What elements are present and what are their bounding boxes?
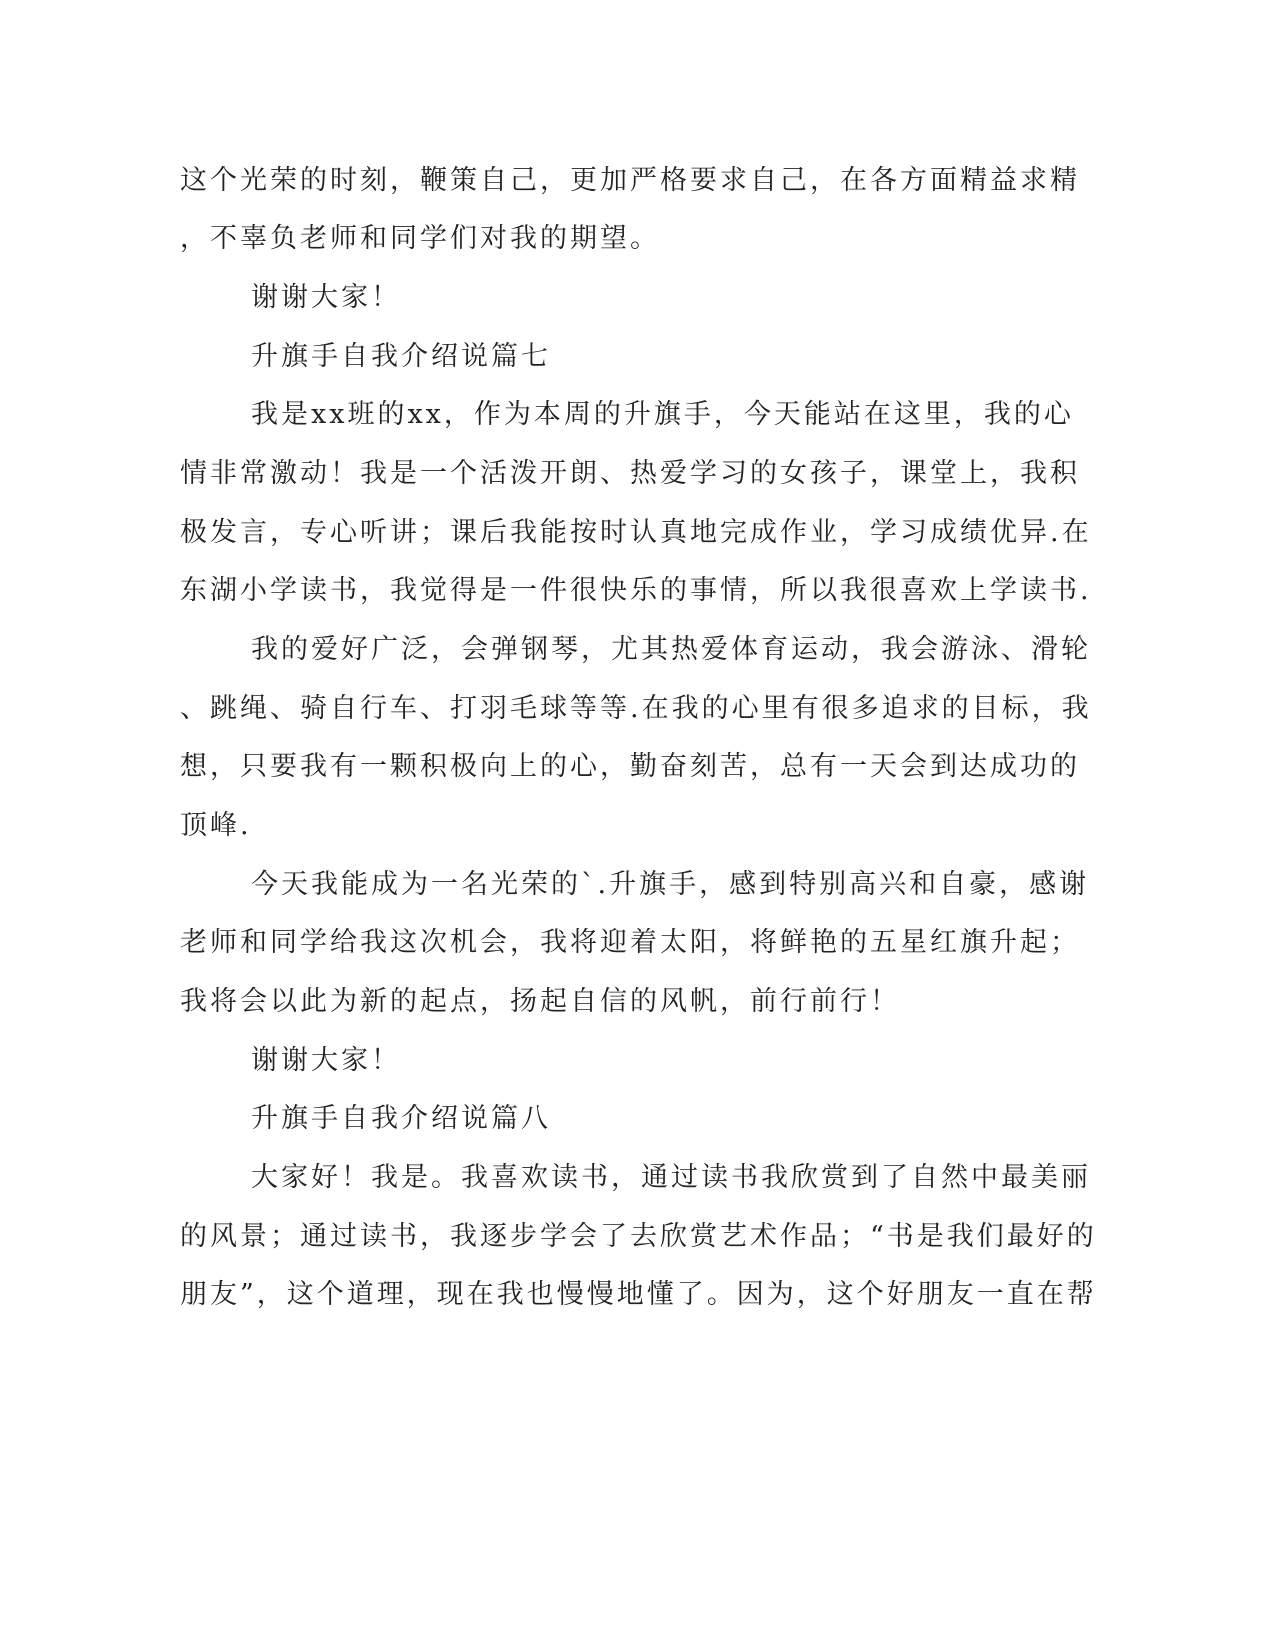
text-line: 大家好！我是。我喜欢读书，通过读书我欣赏到了自然中最美丽 bbox=[251, 1162, 1091, 1193]
text-line: 的风景；通过读书，我逐步学会了去欣赏艺术作品；“书是我们最好的 bbox=[180, 1221, 1097, 1252]
text-line: 想，只要我有一颗积极向上的心，勤奋刻苦，总有一天会到达成功的 bbox=[180, 751, 1080, 782]
text-line: 东湖小学读书，我觉得是一件很快乐的事情，所以我很喜欢上学读书. bbox=[180, 575, 1092, 606]
text-line: 我的爱好广泛，会弹钢琴，尤其热爱体育运动，我会游泳、滑轮 bbox=[251, 634, 1091, 665]
text-line: 谢谢大家！ bbox=[251, 1045, 401, 1076]
section-heading: 升旗手自我介绍说篇七 bbox=[251, 341, 551, 372]
text-line: 我将会以此为新的起点，扬起自信的风帆，前行前行！ bbox=[180, 986, 900, 1017]
section-heading: 升旗手自我介绍说篇八 bbox=[251, 1103, 551, 1134]
text-line: 情非常激动！我是一个活泼开朗、热爱学习的女孩子，课堂上，我积 bbox=[180, 458, 1080, 489]
text-line: 朋友”，这个道理，现在我也慢慢地懂了。因为，这个好朋友一直在帮 bbox=[180, 1279, 1097, 1310]
text-line: 、跳绳、骑自行车、打羽毛球等等.在我的心里有很多追求的目标，我 bbox=[180, 693, 1092, 724]
text-line: 今天我能成为一名光荣的`.升旗手，感到特别高兴和自豪，感谢 bbox=[251, 869, 1090, 900]
text-line: ，不辜负老师和同学们对我的期望。 bbox=[180, 223, 660, 254]
text-line: 顶峰. bbox=[180, 810, 252, 841]
text-line: 我是xx班的xx，作为本周的升旗手，今天能站在这里，我的心 bbox=[251, 399, 1074, 430]
text-line: 极发言，专心听讲；课后我能按时认真地完成作业，学习成绩优异.在 bbox=[180, 517, 1092, 548]
text-line: 这个光荣的时刻，鞭策自己，更加严格要求自己，在各方面精益求精 bbox=[180, 165, 1080, 196]
text-line: 谢谢大家！ bbox=[251, 282, 401, 313]
text-line: 老师和同学给我这次机会，我将迎着太阳，将鲜艳的五星红旗升起； bbox=[180, 927, 1080, 958]
